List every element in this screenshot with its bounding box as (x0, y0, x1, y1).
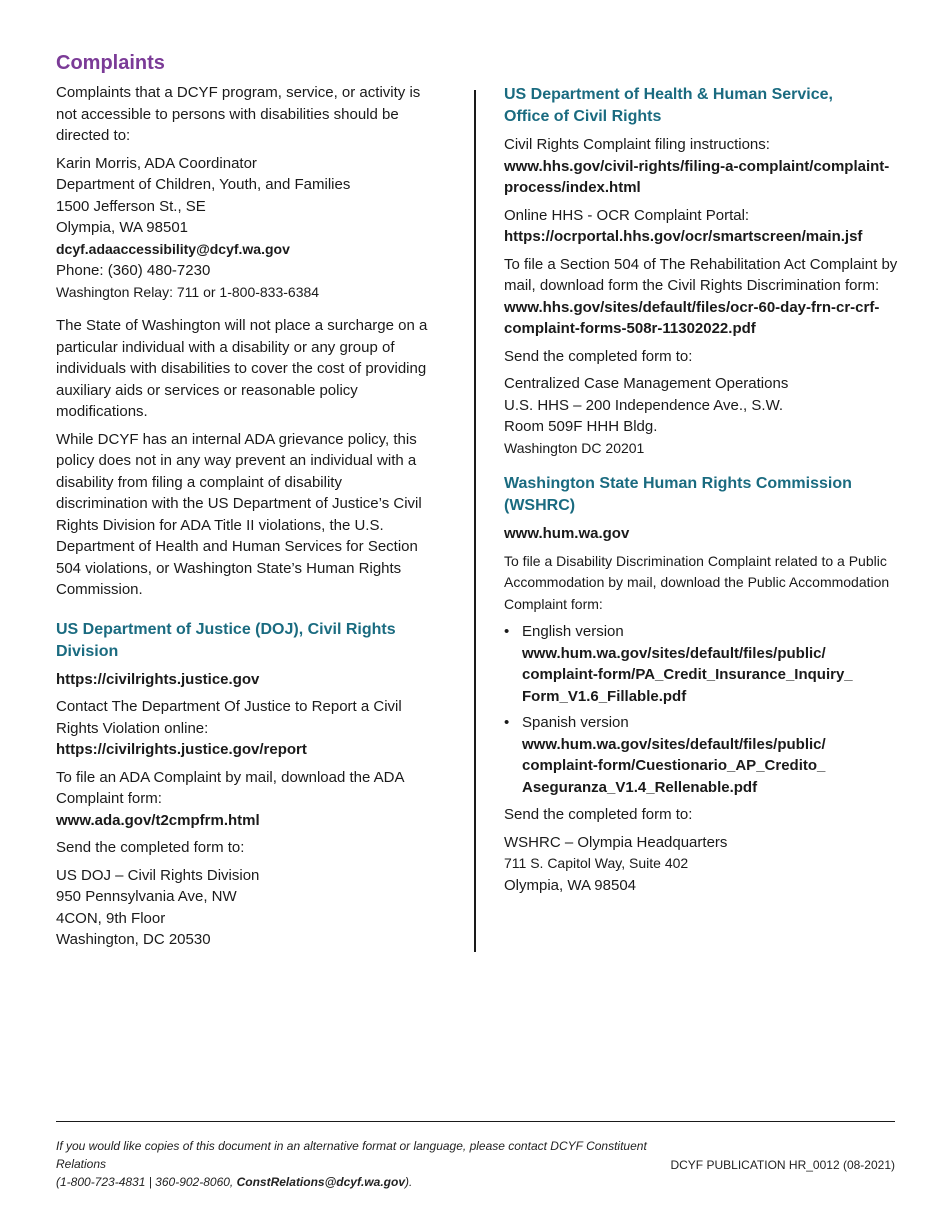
spanish-form-link-line3[interactable]: Aseguranza_V1.4_Rellenable.pdf (522, 778, 758, 796)
doj-addr-line2: 950 Pennsylvania Ave, NW (56, 888, 237, 905)
doj-addr-line1: US DOJ – Civil Rights Division (56, 866, 260, 884)
doj-address (56, 865, 428, 951)
english-form-link-line3[interactable]: Form_V1.6_Fillable.pdf (522, 687, 687, 705)
wshrc-form-list (504, 621, 904, 798)
wshrc-heading-line1: Washington State Human Rights Commission (504, 475, 852, 492)
spanish-version-label: Spanish version (522, 714, 629, 731)
list-item (504, 712, 904, 798)
hhs-addr-line3: Room 509F HHH Bldg. (504, 418, 658, 435)
footer-email-link[interactable]: ConstRelations@dcyf.wa.gov (236, 1175, 405, 1189)
wshrc-address (504, 832, 904, 897)
footer-divider (56, 1121, 895, 1122)
wshrc-addr-line1: WSHRC – Olympia Headquarters (504, 833, 728, 851)
doj-heading: US Department of Justice (DOJ), Civil Rights Division (56, 620, 396, 660)
hhs-instructions-text: Civil Rights Complaint filing instructions: (504, 136, 770, 153)
right-column (504, 84, 904, 902)
hhs-heading (504, 84, 904, 128)
hhs-mail-text: To file a Section 504 of The Rehabilitation Act Complaint by mail, download form the Civil Rights Discrimination form: (504, 255, 898, 294)
hhs-portal-block (504, 205, 904, 248)
hhs-heading-line2: Office of Civil Rights (504, 108, 662, 125)
hhs-mail-block (504, 254, 904, 340)
contact-relay: Washington Relay: 711 or 1-800-833-6384 (56, 283, 320, 300)
complaints-heading: Complaints (56, 52, 165, 74)
surcharge-paragraph: The State of Washington will not place a surcharge on a particular individual with a disability or any group of individuals with disabilities to cover the cost of providing auxiliary aids or services or reasonable policy modifications. (56, 317, 428, 420)
wshrc-heading (504, 473, 904, 517)
contact-phone: Phone: (360) 480-7230 (56, 262, 211, 279)
wshrc-send-text: Send the completed form to: (504, 806, 693, 823)
spanish-form-link-line2[interactable]: complaint-form/Cuestionario_AP_Credito_ (522, 757, 826, 774)
hhs-addr-line1: Centralized Case Management Operations (504, 375, 789, 392)
doj-form-link[interactable]: www.ada.gov/t2cmpfrm.html (56, 811, 260, 829)
hhs-instructions-link[interactable]: www.hhs.gov/civil-rights/filing-a-complaint/complaint-process/index.html (504, 157, 890, 196)
footer-note-suffix: ). (405, 1175, 413, 1189)
doj-online-block (56, 696, 428, 761)
grievance-paragraph: While DCYF has an internal ADA grievance policy, this policy does not in any way prevent an individual with a disability from filing a complaint of disability discrimination with the US Department of Justice’s Civil Rights Division for ADA Title II violations, the U.S. Department of Health and Human Services for Section 504 violations, or Washington State’s Human Rights Commission. (56, 430, 422, 598)
spanish-form-link-line1[interactable]: www.hum.wa.gov/sites/default/files/public/ (522, 735, 826, 753)
hhs-address (504, 373, 904, 459)
left-column (56, 50, 428, 957)
doj-mail-block (56, 767, 428, 832)
complaints-intro: Complaints that a DCYF program, service, or activity is not accessible to persons with disabilities should be directed to: (56, 84, 421, 144)
doj-addr-line3: 4CON, 9th Floor (56, 909, 166, 927)
doj-report-link[interactable]: https://civilrights.justice.gov/report (56, 741, 307, 758)
wshrc-heading-line2: (WSHRC) (504, 497, 576, 514)
hhs-addr-line2: U.S. HHS – 200 Independence Ave., S.W. (504, 396, 784, 414)
hhs-send-text: Send the completed form to: (504, 347, 693, 365)
bullet-icon: • (504, 714, 510, 731)
wshrc-addr-line2: 711 S. Capitol Way, Suite 402 (504, 855, 689, 871)
column-divider (474, 90, 476, 952)
hhs-portal-text: Online HHS - OCR Complaint Portal: (504, 206, 750, 224)
ada-coordinator-contact (56, 153, 428, 304)
hhs-portal-link[interactable]: https://ocrportal.hhs.gov/ocr/smartscreen/main.jsf (504, 228, 863, 245)
wshrc-mail-text: To file a Disability Discrimination Complaint related to a Public Accommodation by mail, download the Public Accommodation Complaint form: (504, 552, 890, 612)
doj-addr-line4: Washington, DC 20530 (56, 931, 211, 948)
doj-send-text: Send the completed form to: (56, 839, 245, 856)
publication-number: DCYF PUBLICATION HR_0012 (08-2021) (670, 1158, 895, 1172)
contact-name: Karin Morris, ADA Coordinator (56, 154, 257, 172)
hhs-addr-line4: Washington DC 20201 (504, 439, 645, 456)
footer-note (56, 1137, 696, 1191)
contact-city: Olympia, WA 98501 (56, 219, 189, 236)
footer-note-line1: If you would like copies of this document in an alternative format or language, please contact DCYF Constituent Relations (56, 1139, 647, 1171)
contact-email-link[interactable]: dcyf.adaaccessibility@dcyf.wa.gov (56, 240, 290, 257)
wshrc-addr-line3: Olympia, WA 98504 (504, 876, 637, 894)
contact-org: Department of Children, Youth, and Families (56, 176, 351, 193)
doj-online-text: Contact The Department Of Justice to Report a Civil Rights Violation online: (56, 698, 402, 737)
contact-street: 1500 Jefferson St., SE (56, 197, 206, 215)
hhs-heading-line1: US Department of Health & Human Service, (504, 86, 833, 103)
wshrc-url-link[interactable]: www.hum.wa.gov (504, 525, 630, 542)
english-form-link-line2[interactable]: complaint-form/PA_Credit_Insurance_Inquiry_ (522, 666, 853, 683)
doj-mail-text: To file an ADA Complaint by mail, download the ADA Complaint form: (56, 768, 404, 807)
doj-url-link[interactable]: https://civilrights.justice.gov (56, 670, 260, 688)
list-item (504, 621, 904, 707)
footer-note-prefix: (1-800-723-4831 | 360-902-8060, (56, 1175, 237, 1189)
english-version-label: English version (522, 623, 624, 640)
hhs-instructions-block (504, 134, 904, 199)
english-form-link-line1[interactable]: www.hum.wa.gov/sites/default/files/public/ (522, 644, 826, 662)
hhs-form-link[interactable]: www.hhs.gov/sites/default/files/ocr-60-day-frn-cr-crf-complaint-forms-508r-11302022.pdf (504, 298, 880, 337)
bullet-icon: • (504, 623, 510, 640)
